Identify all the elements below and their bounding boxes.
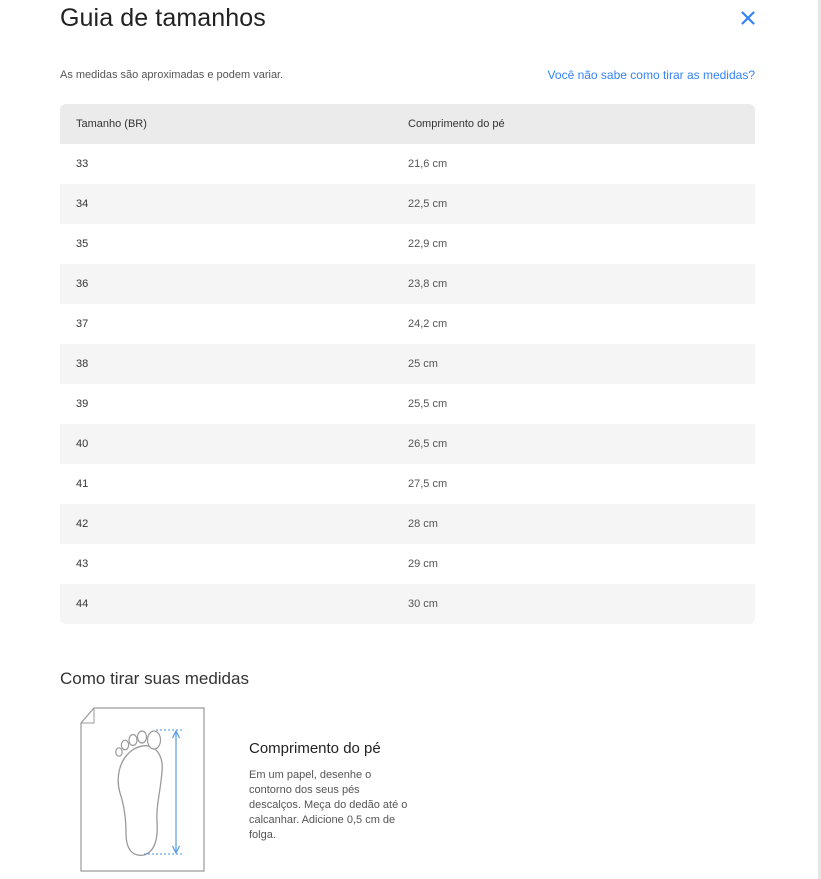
foot-outline-icon [78,705,208,873]
column-header-size: Tamanho (BR) [76,118,147,130]
size-cell: 39 [76,398,89,410]
foot-length-cell: 22,9 cm [408,238,448,250]
table-row [60,384,755,424]
foot-length-title: Comprimento do pé [249,740,381,757]
size-cell: 34 [76,198,89,210]
size-cell: 44 [76,598,89,610]
table-row [60,184,755,224]
foot-length-cell: 25 cm [408,358,438,370]
table-row [60,304,755,344]
modal-title: Guia de tamanhos [60,4,266,32]
table-header-row [60,104,755,144]
close-button[interactable] [737,7,759,29]
size-cell: 35 [76,238,89,250]
foot-length-cell: 27,5 cm [408,478,448,490]
how-to-measure-link[interactable]: Você não sabe como tirar as medidas? [547,68,755,82]
foot-length-cell: 24,2 cm [408,318,448,330]
how-to-measure-title: Como tirar suas medidas [60,669,249,688]
foot-length-cell: 29 cm [408,558,438,570]
foot-length-cell: 30 cm [408,598,438,610]
table-row [60,464,755,504]
size-cell: 42 [76,518,89,530]
size-cell: 38 [76,358,89,370]
size-cell: 41 [76,478,89,490]
foot-length-cell: 23,8 cm [408,278,448,290]
column-header-foot-length: Comprimento do pé [408,118,505,130]
table-row [60,224,755,264]
foot-length-instructions: Em um papel, desenhe o contorno dos seus pés descalços. Meça do dedão até o calcanhar. Adicione 0,5 cm de folga. [249,769,408,841]
size-cell: 36 [76,278,89,290]
foot-length-cell: 21,6 cm [408,158,448,170]
foot-length-cell: 28 cm [408,518,438,530]
table-row [60,504,755,544]
size-cell: 37 [76,318,89,330]
size-table [60,104,755,624]
foot-length-cell: 26,5 cm [408,438,448,450]
size-cell: 40 [76,438,89,450]
table-row [60,144,755,184]
foot-length-cell: 25,5 cm [408,398,448,410]
size-cell: 43 [76,558,89,570]
foot-length-cell: 22,5 cm [408,198,448,210]
table-row [60,344,755,384]
size-cell: 33 [76,158,89,170]
table-row [60,544,755,584]
close-icon [741,11,755,25]
table-row [60,264,755,304]
table-row [60,424,755,464]
approximate-measures-note: As medidas são aproximadas e podem variar. [60,69,284,81]
table-row [60,584,755,624]
